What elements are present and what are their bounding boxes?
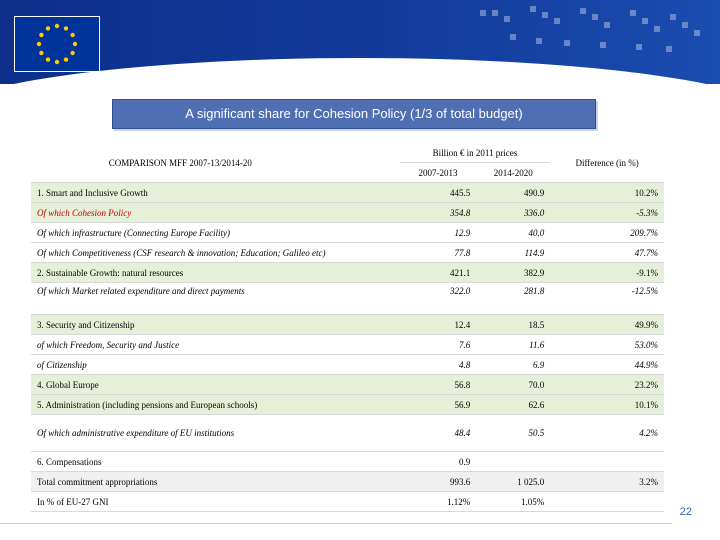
value-2014: 50.5 [476,415,550,452]
value-diff: -5.3% [550,203,664,223]
value-2014: 1 025.0 [476,472,550,492]
value-2014: 70.0 [476,375,550,395]
value-2007: 56.9 [400,395,477,415]
value-diff: 3.2% [550,472,664,492]
value-diff: -12.5% [550,283,664,315]
page-number: 22 [679,506,692,518]
table-row [31,472,664,492]
eu-flag-logo [14,16,100,72]
value-2014: 490.9 [476,183,550,203]
eu-stars-icon [15,17,99,71]
row-label: 3. Security and Citizenship [31,315,400,335]
value-2007: 1.12% [400,492,477,512]
period-2007-header: 2007-2013 [400,163,477,183]
table-row [31,395,664,415]
value-2014: 1.05% [476,492,550,512]
table-row [31,243,664,263]
table-row [31,283,664,315]
value-diff [550,492,664,512]
table-header-row [31,143,664,163]
table-row [31,415,664,452]
value-diff: 47.7% [550,243,664,263]
row-label: 5. Administration (including pensions and European schools) [31,395,400,415]
difference-header: Difference (in %) [550,143,664,183]
value-2007: 7.6 [400,335,477,355]
value-diff: 44.9% [550,355,664,375]
row-label: 1. Smart and Inclusive Growth [31,183,400,203]
value-2007: 421.1 [400,263,477,283]
value-2007: 12.9 [400,223,477,243]
value-2007: 48.4 [400,415,477,452]
value-2007: 354.8 [400,203,477,223]
table-row [31,315,664,335]
value-diff: -9.1% [550,263,664,283]
row-label: In % of EU-27 GNI [31,492,400,512]
row-label: Of which Market related expenditure and direct payments [31,283,400,315]
table-row [31,223,664,243]
table-row [31,355,664,375]
budget-comparison-table [31,143,664,512]
value-2014: 336.0 [476,203,550,223]
row-label: Of which infrastructure (Connecting Europe Facility) [31,223,400,243]
value-2007: 4.8 [400,355,477,375]
value-2014: 6.9 [476,355,550,375]
slide-title: A significant share for Cohesion Policy (1/3 of total budget) [112,99,596,129]
row-label: of which Freedom, Security and Justice [31,335,400,355]
footer-divider [0,523,672,524]
value-diff: 53.0% [550,335,664,355]
value-2014: 281.8 [476,283,550,315]
value-2007: 77.8 [400,243,477,263]
row-label: Total commitment appropriations [31,472,400,492]
row-label: 2. Sustainable Growth: natural resources [31,263,400,283]
value-2007: 445.5 [400,183,477,203]
value-2007: 0.9 [400,452,477,472]
table-row [31,203,664,223]
value-2014: 18.5 [476,315,550,335]
value-diff: 10.2% [550,183,664,203]
table-row [31,452,664,472]
value-diff: 209.7% [550,223,664,243]
header-band [0,0,720,84]
table-row [31,263,664,283]
value-diff [550,452,664,472]
value-2014: 114.9 [476,243,550,263]
period-2014-header: 2014-2020 [476,163,550,183]
value-diff: 10.1% [550,395,664,415]
row-label: 4. Global Europe [31,375,400,395]
row-label: of Citizenship [31,355,400,375]
row-label: 6. Compensations [31,452,400,472]
corner-label: COMPARISON MFF 2007-13/2014-20 [31,143,400,183]
row-label: Of which Competitiveness (CSF research & innovation; Education; Galileo etc) [31,243,400,263]
value-2007: 322.0 [400,283,477,315]
table-row [31,375,664,395]
row-label: Of which Cohesion Policy [31,203,400,223]
value-2014: 382.9 [476,263,550,283]
value-diff: 23.2% [550,375,664,395]
value-diff: 49.9% [550,315,664,335]
value-2014: 62.6 [476,395,550,415]
value-2007: 56.8 [400,375,477,395]
value-2007: 12.4 [400,315,477,335]
value-2014 [476,452,550,472]
value-2007: 993.6 [400,472,477,492]
table-row [31,335,664,355]
table-row [31,183,664,203]
table-row [31,492,664,512]
value-2014: 11.6 [476,335,550,355]
value-2014: 40.0 [476,223,550,243]
price-header: Billion € in 2011 prices [400,143,551,163]
row-label: Of which administrative expenditure of EU institutions [31,415,400,452]
value-diff: 4.2% [550,415,664,452]
